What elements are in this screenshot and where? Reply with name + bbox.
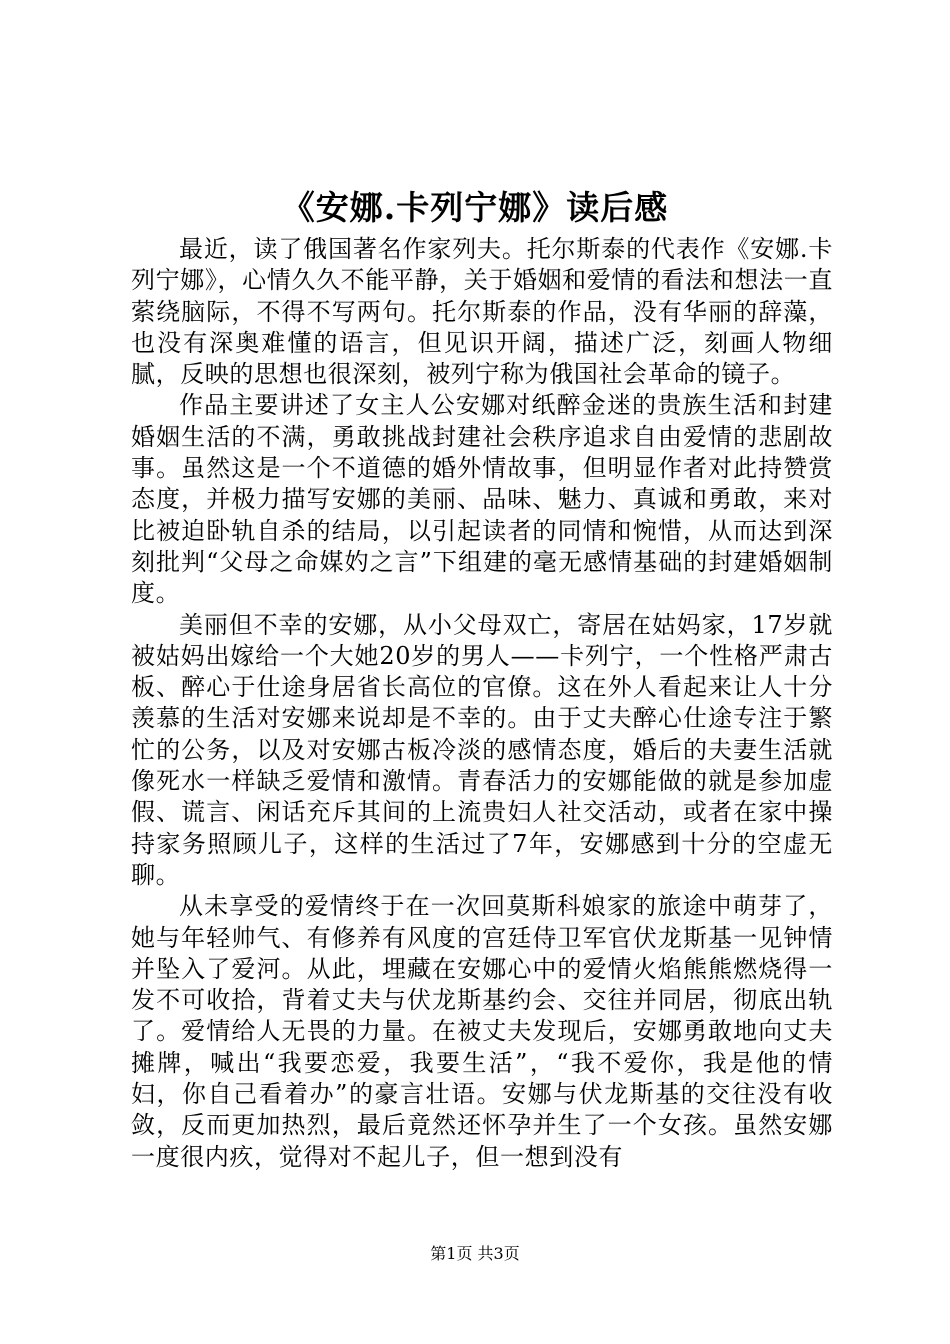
paragraph: 最近，读了俄国著名作家列夫。托尔斯泰的代表作《安娜.卡列宁娜》，心情久久不能平静，关于婚姻和爱情的看法和想法一直萦绕脑际，不得不写两句。托尔斯泰的作品，没有华丽的辞藻，也没有深奥难懂的语言，但见识开阔，描述广泛，刻画人物细腻，反映的思想也很深刻，被列宁称为俄国社会革命的镜子。 [131, 235, 833, 389]
page-footer: 第1页 共3页 [430, 1244, 520, 1263]
document-title: 《安娜.卡列宁娜》读后感 [281, 188, 669, 227]
paragraph: 作品主要讲述了女主人公安娜对纸醉金迷的贵族生活和封建婚姻生活的不满，勇敢挑战封建社会秩序追求自由爱情的悲剧故事。虽然这是一个不道德的婚外情故事，但明显作者对此持赞赏态度，并极力描写安娜的美丽、品味、魅力、真诚和勇敢，来对比被迫卧轨自杀的结局，以引起读者的同情和惋惜，从而达到深刻批判“父母之命媒妁之言”下组建的毫无感情基础的封建婚姻制度。 [131, 391, 833, 608]
paragraph: 美丽但不幸的安娜，从小父母双亡，寄居在姑妈家，17岁就被姑妈出嫁给一个大她20岁的男人——卡列宁，一个性格严肃古板、醉心于仕途身居省长高位的官僚。这在外人看起来让人十分羡慕的生活对安娜来说却是不幸的。由于丈夫醉心仕途专注于繁忙的公务，以及对安娜古板冷淡的感情态度，婚后的夫妻生活就像死水一样缺乏爱情和激情。青春活力的安娜能做的就是参加虚假、谎言、闲话充斥其间的上流贵妇人社交活动，或者在家中操持家务照顾儿子，这样的生活过了7年，安娜感到十分的空虚无聊。 [131, 610, 833, 889]
document-body [131, 234, 833, 1173]
paragraph: 从未享受的爱情终于在一次回莫斯科娘家的旅途中萌芽了，她与年轻帅气、有修养有风度的宫廷侍卫军官伏龙斯基一见钟情并坠入了爱河。从此，埋藏在安娜心中的爱情火焰熊熊燃烧得一发不可收拾，背着丈夫与伏龙斯基约会、交往并同居，彻底出轨了。爱情给人无畏的力量。在被丈夫发现后，安娜勇敢地向丈夫摊牌，喊出“我要恋爱，我要生活”，“我不爱你，我是他的情妇，你自己看着办”的豪言壮语。安娜与伏龙斯基的交往没有收敛，反而更加热烈，最后竟然还怀孕并生了一个女孩。虽然安娜一度很内疚，觉得对不起儿子，但一想到没有 [131, 892, 833, 1171]
